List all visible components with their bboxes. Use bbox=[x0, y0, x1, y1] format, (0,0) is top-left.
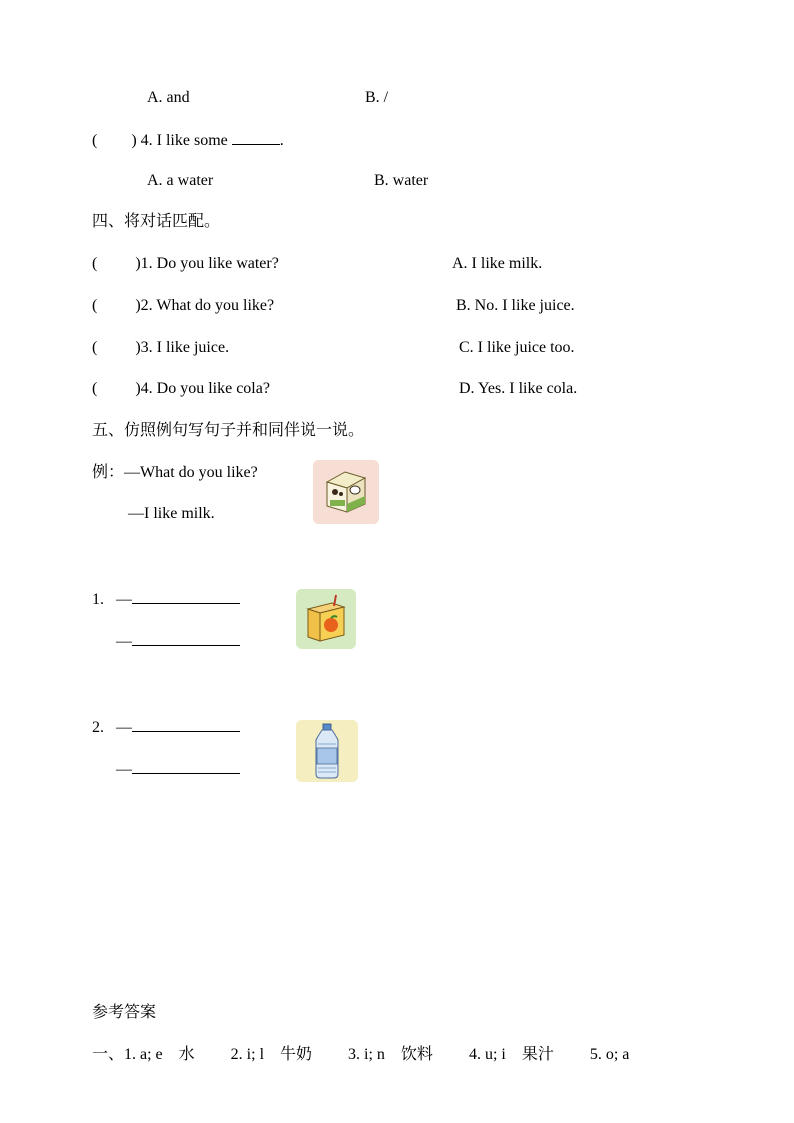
paren-close: ) bbox=[135, 339, 141, 356]
answer-5: 5. o; a bbox=[589, 1046, 630, 1063]
example-question-line bbox=[92, 463, 258, 483]
match-question: 2. What do you like? bbox=[140, 297, 275, 314]
paren-open: ( bbox=[92, 297, 98, 314]
item-1-line-2 bbox=[116, 631, 240, 652]
q4-paren-close: ) bbox=[131, 132, 137, 149]
answer-4: 4. u; i bbox=[468, 1046, 506, 1063]
q3-option-a: A. and bbox=[147, 89, 190, 106]
paren-close: ) bbox=[135, 380, 141, 397]
answer-1: 一、1. a; e bbox=[92, 1046, 163, 1063]
match-answer-c: C. I like juice too. bbox=[459, 339, 575, 356]
section4-title: 四、将对话匹配。 bbox=[92, 213, 221, 230]
paren-open: ( bbox=[92, 380, 98, 397]
q3-option-b: B. / bbox=[365, 89, 389, 106]
write-blank[interactable] bbox=[132, 759, 240, 774]
dash: — bbox=[116, 761, 132, 778]
match-answer-d: D. Yes. I like cola. bbox=[459, 380, 578, 397]
milk-carton-icon bbox=[313, 460, 379, 524]
example-question: —What do you like? bbox=[124, 464, 258, 481]
item-2-line-2 bbox=[116, 759, 240, 780]
dash: — bbox=[116, 591, 132, 608]
write-blank[interactable] bbox=[132, 631, 240, 646]
paren-close: ) bbox=[135, 297, 141, 314]
answers-line bbox=[92, 1045, 629, 1065]
q4-line bbox=[92, 130, 284, 151]
item-number: 2. bbox=[92, 719, 104, 736]
paren-close: ) bbox=[135, 255, 141, 272]
answer-3: 3. i; n bbox=[348, 1046, 385, 1063]
write-blank[interactable] bbox=[132, 717, 240, 732]
match-question: 1. Do you like water? bbox=[140, 255, 279, 272]
answer-1-word: 水 bbox=[178, 1046, 195, 1063]
item-number: 1. bbox=[92, 591, 104, 608]
match-answer-b: B. No. I like juice. bbox=[456, 297, 575, 314]
q4-end: . bbox=[279, 132, 284, 149]
dash: — bbox=[116, 719, 132, 736]
q4-paren-open: ( bbox=[92, 132, 98, 149]
q4-text: 4. I like some bbox=[140, 132, 228, 149]
section5-title: 五、仿照例句写句子并和同伴说一说。 bbox=[92, 422, 365, 439]
match-question: 3. I like juice. bbox=[140, 339, 230, 356]
answer-4-word: 果汁 bbox=[521, 1046, 554, 1063]
match-row-3 bbox=[92, 338, 229, 358]
answers-title: 参考答案 bbox=[92, 1004, 157, 1021]
dash: — bbox=[116, 633, 132, 650]
match-row-2 bbox=[92, 296, 274, 316]
item-2-line-1 bbox=[92, 717, 240, 738]
fill-blank[interactable] bbox=[232, 130, 280, 145]
answer-3-word: 饮料 bbox=[400, 1046, 433, 1063]
answer-2-word: 牛奶 bbox=[280, 1046, 313, 1063]
example-label: 例： bbox=[92, 464, 125, 481]
write-blank[interactable] bbox=[132, 589, 240, 604]
match-row-1 bbox=[92, 254, 279, 274]
example-answer: —I like milk. bbox=[128, 505, 215, 522]
paren-open: ( bbox=[92, 255, 98, 272]
item-1-line-1 bbox=[92, 589, 240, 610]
water-bottle-icon bbox=[296, 720, 358, 782]
q4-option-b: B. water bbox=[374, 172, 429, 189]
q4-option-a: A. a water bbox=[147, 172, 214, 189]
juice-box-icon bbox=[296, 589, 356, 649]
match-row-4 bbox=[92, 379, 270, 399]
answer-2: 2. i; l bbox=[230, 1046, 265, 1063]
paren-open: ( bbox=[92, 339, 98, 356]
match-answer-a: A. I like milk. bbox=[452, 255, 543, 272]
match-question: 4. Do you like cola? bbox=[140, 380, 270, 397]
